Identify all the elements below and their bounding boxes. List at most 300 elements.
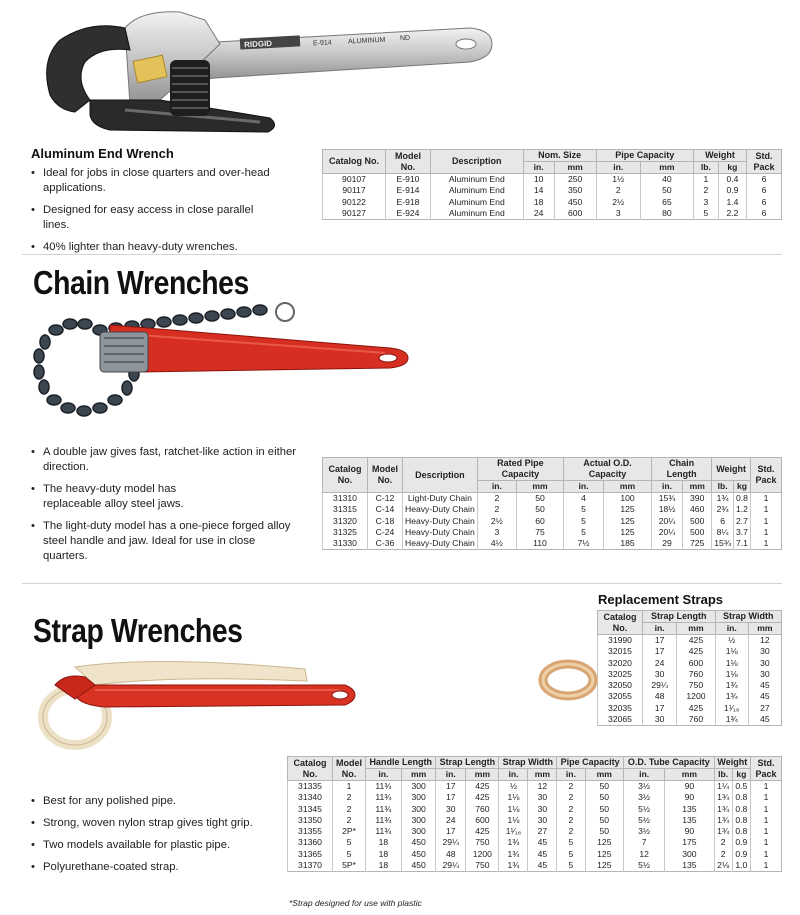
unit-header: mm xyxy=(665,769,714,781)
table-cell: 11¾ xyxy=(366,826,402,837)
table-cell: 5 xyxy=(563,527,603,538)
table-cell: 18½ xyxy=(651,504,682,515)
unit-header: mm xyxy=(640,162,693,174)
strap-section-title: Strap Wrenches xyxy=(33,612,243,649)
table-cell: 1½ xyxy=(596,174,640,186)
table-cell: 3 xyxy=(693,197,718,208)
table-cell: 125 xyxy=(585,837,623,848)
table-cell: 1¾ xyxy=(499,837,528,848)
feature-item: • 40% lighter than heavy-duty wrenches. xyxy=(31,240,281,255)
table-cell: 0.8 xyxy=(732,792,750,803)
table-row xyxy=(598,703,782,714)
feature-item: • The heavy-duty model has replaceable alloy steel jaws. xyxy=(31,482,301,512)
table-cell: 31350 xyxy=(288,815,333,826)
table-cell: 0.8 xyxy=(732,815,750,826)
aluminum-table-body xyxy=(323,174,782,220)
table-cell: 6 xyxy=(747,174,782,186)
table-cell: 30 xyxy=(748,669,781,680)
unit-header: in. xyxy=(643,623,677,635)
table-cell: 32015 xyxy=(598,646,643,657)
table-cell: 30 xyxy=(528,815,557,826)
table-row xyxy=(288,837,782,848)
col-header: Model No. xyxy=(368,458,403,493)
table-cell: 17 xyxy=(436,792,466,803)
table-cell: C-14 xyxy=(368,504,403,515)
table-cell: 31365 xyxy=(288,849,333,860)
feature-item: • Strong, woven nylon strap gives tight grip. xyxy=(31,816,281,831)
table-cell: 11¾ xyxy=(366,781,402,793)
table-cell: 1.4 xyxy=(718,197,746,208)
table-cell: 1¾ xyxy=(714,792,732,803)
table-cell: 18 xyxy=(366,837,402,848)
unit-header: in. xyxy=(715,623,748,635)
table-cell: ½ xyxy=(499,781,528,793)
table-cell: 17 xyxy=(436,826,466,837)
table-cell: 50 xyxy=(516,504,563,515)
table-cell: 1 xyxy=(333,781,366,793)
table-cell: 0.8 xyxy=(732,804,750,815)
table-cell: ½ xyxy=(715,635,748,647)
table-cell: 5 xyxy=(333,849,366,860)
col-header: Strap Width xyxy=(715,611,781,623)
table-cell: 20¼ xyxy=(651,527,682,538)
table-cell: 1 xyxy=(751,849,782,860)
col-header: Description xyxy=(431,150,524,174)
table-cell: 300 xyxy=(401,781,436,793)
table-cell: 5½ xyxy=(624,804,665,815)
table-cell: 32025 xyxy=(598,669,643,680)
table-cell: 3½ xyxy=(624,826,665,837)
table-cell: 3.7 xyxy=(734,527,751,538)
table-cell: 10 xyxy=(523,174,554,186)
table-cell: 31335 xyxy=(288,781,333,793)
table-cell: 7 xyxy=(624,837,665,848)
table-row xyxy=(288,849,782,860)
table-cell: 27 xyxy=(528,826,557,837)
table-cell: 29¼ xyxy=(436,860,466,872)
unit-header: mm xyxy=(466,769,499,781)
table-cell: 5 xyxy=(557,837,585,848)
unit-header: kg xyxy=(734,481,751,493)
table-cell: 90122 xyxy=(323,197,386,208)
table-cell: 90 xyxy=(665,792,714,803)
unit-header: in. xyxy=(499,769,528,781)
table-cell: 2 xyxy=(714,849,732,860)
table-cell: 2 xyxy=(333,792,366,803)
unit-header: lb. xyxy=(712,481,734,493)
table-cell: 350 xyxy=(554,185,596,196)
table-cell: Heavy-Duty Chain xyxy=(403,504,478,515)
table-row xyxy=(288,815,782,826)
table-cell: 1¹⁄₁₆ xyxy=(499,826,528,837)
table-cell: 32020 xyxy=(598,658,643,669)
chain-wrench-image xyxy=(30,300,420,430)
table-cell: 500 xyxy=(683,527,712,538)
table-cell: Light-Duty Chain xyxy=(403,493,478,505)
table-cell: 31330 xyxy=(323,538,368,550)
replacement-strap-image xyxy=(538,655,598,705)
table-cell: 450 xyxy=(401,849,436,860)
table-cell: 760 xyxy=(677,669,715,680)
table-row xyxy=(288,804,782,815)
col-header: Std. Pack xyxy=(751,757,782,781)
table-row xyxy=(598,658,782,669)
table-cell: 1¾ xyxy=(712,493,734,505)
table-cell: 125 xyxy=(604,516,652,527)
table-cell: 4 xyxy=(563,493,603,505)
table-cell: 135 xyxy=(665,804,714,815)
table-cell: 48 xyxy=(643,691,677,702)
table-cell: 2P* xyxy=(333,826,366,837)
table-cell: 110 xyxy=(516,538,563,550)
table-row xyxy=(323,504,782,515)
table-cell: Aluminum End xyxy=(431,208,524,220)
unit-header: in. xyxy=(477,481,516,493)
chain-spec-table xyxy=(322,457,782,550)
table-row xyxy=(288,860,782,872)
table-cell: 5 xyxy=(693,208,718,220)
table-cell: 12 xyxy=(528,781,557,793)
table-cell: 2¾ xyxy=(712,504,734,515)
table-cell: 30 xyxy=(528,804,557,815)
table-cell: 5P* xyxy=(333,860,366,872)
replacement-straps-table xyxy=(597,610,782,726)
wrench-material-stamp: ALUMINUM xyxy=(347,36,386,46)
table-cell: 31315 xyxy=(323,504,368,515)
table-cell: 390 xyxy=(683,493,712,505)
table-cell: 450 xyxy=(401,837,436,848)
table-cell: 1 xyxy=(751,781,782,793)
table-cell: 45 xyxy=(748,691,781,702)
table-cell: E-914 xyxy=(386,185,431,196)
table-cell: 1.2 xyxy=(734,504,751,515)
table-cell: 3½ xyxy=(624,781,665,793)
table-cell: 300 xyxy=(665,849,714,860)
col-header: Nom. Size xyxy=(523,150,596,162)
table-cell: 45 xyxy=(528,849,557,860)
table-cell: 30 xyxy=(748,658,781,669)
table-row xyxy=(598,691,782,702)
table-cell: 125 xyxy=(604,527,652,538)
table-row xyxy=(598,680,782,691)
table-cell: 1 xyxy=(751,538,782,550)
col-header: Pipe Capacity xyxy=(596,150,693,162)
table-cell: 2 xyxy=(693,185,718,196)
col-header: Catalog No. xyxy=(598,611,643,635)
table-cell: 80 xyxy=(640,208,693,220)
table-cell: 8¼ xyxy=(712,527,734,538)
table-cell: 1⅛ xyxy=(715,669,748,680)
table-row xyxy=(598,646,782,657)
feature-item: • Designed for easy access in close parallel lines. xyxy=(31,203,281,233)
table-cell: 1 xyxy=(751,804,782,815)
wrench-tag-stamp: ND xyxy=(399,34,411,43)
col-header: Description xyxy=(403,458,478,493)
table-cell: 2⅛ xyxy=(714,860,732,872)
table-cell: 29¼ xyxy=(643,680,677,691)
table-cell: 30 xyxy=(643,714,677,726)
table-cell: 760 xyxy=(466,804,499,815)
table-cell: 2 xyxy=(333,804,366,815)
table-cell: 31340 xyxy=(288,792,333,803)
table-cell: 48 xyxy=(436,849,466,860)
col-header: Rated Pipe Capacity xyxy=(477,458,563,481)
table-cell: 1 xyxy=(751,837,782,848)
aluminum-features xyxy=(31,166,281,262)
table-cell: 2 xyxy=(557,826,585,837)
table-cell: Aluminum End xyxy=(431,185,524,196)
table-cell: 1 xyxy=(751,826,782,837)
table-cell: 31355 xyxy=(288,826,333,837)
table-cell: 750 xyxy=(466,860,499,872)
unit-header: mm xyxy=(528,769,557,781)
table-cell: 31345 xyxy=(288,804,333,815)
unit-header: in. xyxy=(436,769,466,781)
table-cell: 2 xyxy=(557,792,585,803)
table-cell: 3½ xyxy=(624,792,665,803)
unit-header: mm xyxy=(677,623,715,635)
col-header: Catalog No. xyxy=(323,150,386,174)
table-cell: 425 xyxy=(677,703,715,714)
table-cell: 1¹⁄₁₆ xyxy=(715,703,748,714)
chain-features xyxy=(31,445,301,571)
col-header: Strap Width xyxy=(499,757,557,769)
table-cell: 31320 xyxy=(323,516,368,527)
table-cell: 17 xyxy=(643,703,677,714)
unit-header: mm xyxy=(554,162,596,174)
table-row xyxy=(323,174,782,186)
table-cell: 5 xyxy=(333,837,366,848)
table-cell: 2 xyxy=(714,837,732,848)
table-cell: 1⅛ xyxy=(499,792,528,803)
unit-header: in. xyxy=(557,769,585,781)
table-cell: 750 xyxy=(677,680,715,691)
table-cell: 1¾ xyxy=(714,826,732,837)
table-cell: 0.8 xyxy=(732,826,750,837)
table-cell: 175 xyxy=(665,837,714,848)
unit-header: lb. xyxy=(714,769,732,781)
wrench-model-stamp: E-914 xyxy=(312,39,332,48)
col-header: Actual O.D. Capacity xyxy=(563,458,651,481)
col-header: Catalog No. xyxy=(288,757,333,781)
table-cell: 18 xyxy=(366,849,402,860)
table-cell: 1¾ xyxy=(714,815,732,826)
table-row xyxy=(323,527,782,538)
table-cell: 45 xyxy=(748,714,781,726)
chain-table-body xyxy=(323,493,782,550)
table-row xyxy=(323,538,782,550)
table-cell: 30 xyxy=(643,669,677,680)
table-cell: Heavy-Duty Chain xyxy=(403,538,478,550)
unit-header: in. xyxy=(651,481,682,493)
table-cell: 1200 xyxy=(466,849,499,860)
col-header: Std. Pack xyxy=(751,458,782,493)
table-cell: 600 xyxy=(466,815,499,826)
table-cell: 0.5 xyxy=(732,781,750,793)
table-cell: 1¾ xyxy=(499,849,528,860)
table-cell: 6 xyxy=(712,516,734,527)
table-cell: 24 xyxy=(643,658,677,669)
table-cell: C-18 xyxy=(368,516,403,527)
table-cell: 1200 xyxy=(677,691,715,702)
feature-item: • Ideal for jobs in close quarters and over-head applications. xyxy=(31,166,281,196)
table-cell: 125 xyxy=(604,504,652,515)
table-cell: 15¾ xyxy=(712,538,734,550)
table-cell: Heavy-Duty Chain xyxy=(403,516,478,527)
table-cell: 2 xyxy=(477,504,516,515)
table-cell: 2.7 xyxy=(734,516,751,527)
table-cell: 31360 xyxy=(288,837,333,848)
col-header: Std. Pack xyxy=(747,150,782,174)
table-row xyxy=(598,669,782,680)
table-cell: 135 xyxy=(665,860,714,872)
table-cell: 90107 xyxy=(323,174,386,186)
table-cell: 1¼ xyxy=(714,781,732,793)
table-cell: 1.0 xyxy=(732,860,750,872)
table-cell: 1¾ xyxy=(715,680,748,691)
table-cell: 4½ xyxy=(477,538,516,550)
table-cell: 6 xyxy=(747,197,782,208)
table-cell: 1¾ xyxy=(715,714,748,726)
unit-header: kg xyxy=(732,769,750,781)
table-row xyxy=(288,781,782,793)
table-cell: 15¾ xyxy=(651,493,682,505)
section-divider xyxy=(22,583,782,584)
col-header: Chain Length xyxy=(651,458,711,481)
unit-header: in. xyxy=(563,481,603,493)
table-cell: Aluminum End xyxy=(431,197,524,208)
table-cell: 135 xyxy=(665,815,714,826)
table-cell: 31325 xyxy=(323,527,368,538)
col-header: Weight xyxy=(712,458,751,481)
table-cell: 12 xyxy=(748,635,781,647)
table-cell: 50 xyxy=(585,781,623,793)
table-cell: 90127 xyxy=(323,208,386,220)
table-cell: 2 xyxy=(557,804,585,815)
table-cell: 7.1 xyxy=(734,538,751,550)
table-cell: 250 xyxy=(554,174,596,186)
table-cell: 90 xyxy=(665,781,714,793)
feature-item: • Two models available for plastic pipe. xyxy=(31,838,281,853)
unit-header: mm xyxy=(516,481,563,493)
table-cell: 6 xyxy=(747,208,782,220)
table-cell: E-924 xyxy=(386,208,431,220)
table-cell: 100 xyxy=(604,493,652,505)
table-cell: 125 xyxy=(585,849,623,860)
feature-item: • Polyurethane-coated strap. xyxy=(31,860,281,875)
strap-wrench-image xyxy=(35,655,360,755)
table-cell: 5½ xyxy=(624,860,665,872)
table-cell: 300 xyxy=(401,804,436,815)
table-cell: 20¼ xyxy=(651,516,682,527)
table-cell: 50 xyxy=(585,804,623,815)
col-header: Model No. xyxy=(386,150,431,174)
col-header: Handle Length xyxy=(366,757,436,769)
unit-header: mm xyxy=(748,623,781,635)
table-cell: 5 xyxy=(563,516,603,527)
table-cell: 1 xyxy=(751,792,782,803)
table-cell: 750 xyxy=(466,837,499,848)
table-cell: 30 xyxy=(436,804,466,815)
table-cell: 600 xyxy=(677,658,715,669)
table-cell: 90117 xyxy=(323,185,386,196)
table-cell: 31310 xyxy=(323,493,368,505)
table-cell: 760 xyxy=(677,714,715,726)
section-divider xyxy=(22,254,782,255)
chain-section-title: Chain Wrenches xyxy=(33,264,249,301)
table-cell: 40 xyxy=(640,174,693,186)
table-cell: 31990 xyxy=(598,635,643,647)
table-cell: 425 xyxy=(466,792,499,803)
table-row xyxy=(288,792,782,803)
aluminum-subtitle: Aluminum End Wrench xyxy=(31,146,174,161)
table-cell: 30 xyxy=(748,646,781,657)
feature-item: • A double jaw gives fast, ratchet-like action in either direction. xyxy=(31,445,301,475)
table-cell: 24 xyxy=(523,208,554,220)
unit-header: in. xyxy=(624,769,665,781)
table-cell: 0.8 xyxy=(734,493,751,505)
table-cell: 0.9 xyxy=(718,185,746,196)
table-row xyxy=(598,714,782,726)
table-cell: C-36 xyxy=(368,538,403,550)
table-cell: 12 xyxy=(624,849,665,860)
table-cell: 7½ xyxy=(563,538,603,550)
table-cell: 45 xyxy=(528,860,557,872)
table-cell: 600 xyxy=(554,208,596,220)
table-cell: 2 xyxy=(596,185,640,196)
table-cell: 50 xyxy=(585,826,623,837)
table-cell: 1 xyxy=(751,516,782,527)
table-cell: 11¾ xyxy=(366,815,402,826)
table-cell: 2.2 xyxy=(718,208,746,220)
table-cell: 45 xyxy=(528,837,557,848)
plastic-strap-footnote: *Strap designed for use with plastic xyxy=(289,898,422,908)
table-cell: 65 xyxy=(640,197,693,208)
table-cell: 1⅛ xyxy=(499,804,528,815)
unit-header: lb. xyxy=(693,162,718,174)
table-row xyxy=(323,493,782,505)
table-cell: 0.4 xyxy=(718,174,746,186)
table-cell: 50 xyxy=(585,792,623,803)
table-cell: 1⅛ xyxy=(715,658,748,669)
table-cell: 1⅛ xyxy=(499,815,528,826)
table-cell: 1 xyxy=(751,504,782,515)
col-header: Pipe Capacity xyxy=(557,757,624,769)
table-cell: 5 xyxy=(557,860,585,872)
table-cell: 1¾ xyxy=(715,691,748,702)
table-cell: 300 xyxy=(401,815,436,826)
table-cell: C-24 xyxy=(368,527,403,538)
table-cell: 125 xyxy=(585,860,623,872)
table-cell: 185 xyxy=(604,538,652,550)
table-cell: 425 xyxy=(677,635,715,647)
table-cell: 11¾ xyxy=(366,804,402,815)
table-cell: 18 xyxy=(366,860,402,872)
table-cell: 0.9 xyxy=(732,837,750,848)
table-cell: 1¾ xyxy=(714,804,732,815)
table-cell: 1 xyxy=(751,493,782,505)
table-cell: 6 xyxy=(747,185,782,196)
col-header: Catalog No. xyxy=(323,458,368,493)
table-cell: 3 xyxy=(477,527,516,538)
col-header: Weight xyxy=(693,150,746,162)
strap-spec-table xyxy=(287,756,782,872)
table-cell: 50 xyxy=(585,815,623,826)
unit-header: mm xyxy=(604,481,652,493)
table-cell: 90 xyxy=(665,826,714,837)
table-cell: 17 xyxy=(643,635,677,647)
table-cell: 75 xyxy=(516,527,563,538)
